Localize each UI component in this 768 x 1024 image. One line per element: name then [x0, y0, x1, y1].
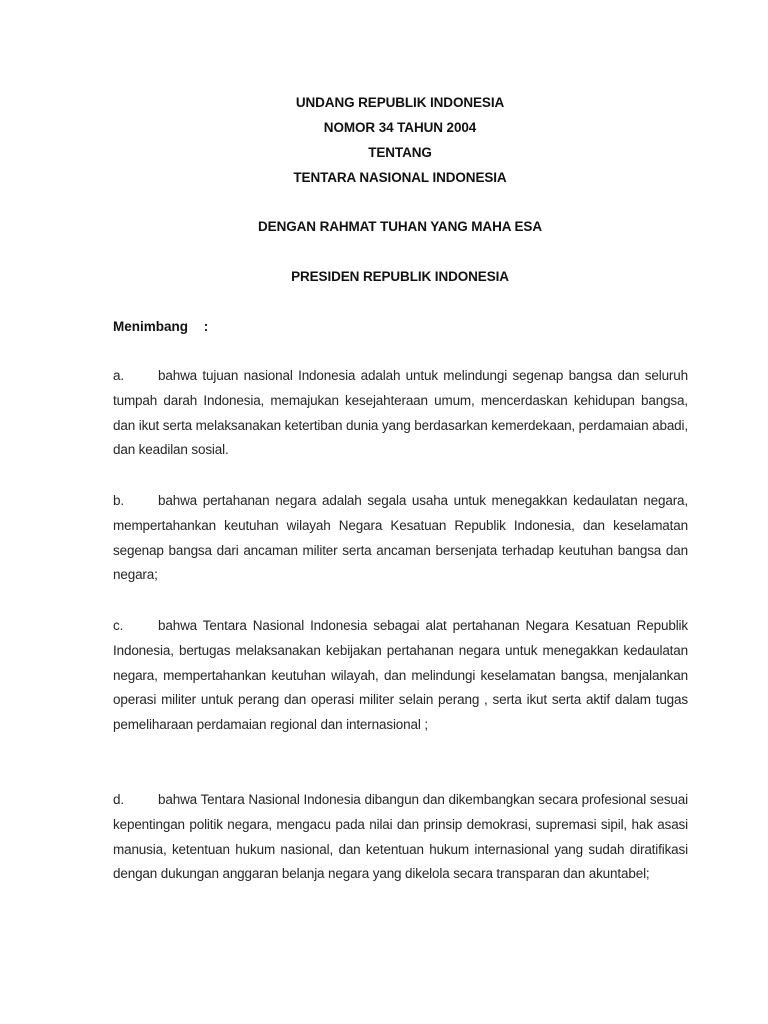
title-line-about: TENTANG	[368, 145, 432, 160]
clause-text: bahwa tujuan nasional Indonesia adalah untuk melindungi segenap bangsa dan seluruh tumpah darah Indonesia, memajukan kesejahteraan umum, mencerdaskan kehidupan bangsa, dan ikut serta melaksanakan ketertiban dunia yang berdasarkan kemerdekaan, perdamaian abadi, dan keadilan sosial.	[113, 368, 688, 458]
section-heading-menimbang	[113, 314, 208, 339]
title-line-number: NOMOR 34 TAHUN 2004	[323, 120, 477, 135]
clause-a	[113, 364, 688, 463]
clause-label: a.	[113, 368, 124, 383]
issuer-text: PRESIDEN REPUBLIK INDONESIA	[291, 269, 509, 284]
clause-label: d.	[113, 792, 124, 807]
document-title	[0, 90, 768, 190]
invocation-text: DENGAN RAHMAT TUHAN YANG MAHA ESA	[258, 219, 542, 234]
clause-text: bahwa pertahanan negara adalah segala usaha untuk menegakkan kedaulatan negara, mempertahankan keutuhan wilayah Negara Kesatuan Republik Indonesia, dan keselamatan segenap bangsa dari ancaman militer serta ancaman bersenjata terhadap keutuhan bangsa dan negara;	[113, 493, 688, 583]
clause-b	[113, 489, 688, 588]
clause-text: bahwa Tentara Nasional Indonesia dibangun dan dikembangkan secara profesional sesuai kepentingan politik negara, mengacu pada nilai dan prinsip demokrasi, supremasi sipil, hak asasi manusia, ketentuan hukum nasional, dan ketentuan hukum internasional yang sudah diratifikasi dengan dukungan anggaran belanja negara yang dikelola secara transparan dan akuntabel;	[113, 792, 688, 882]
clause-d	[113, 788, 688, 887]
clause-text: bahwa Tentara Nasional Indonesia sebagai alat pertahanan Negara Kesatuan Republik Indonesia, bertugas melaksanakan kebijakan pertahanan negara untuk menegakkan kedaulatan negara, mempertahankan keutuhan wilayah, dan melindungi keselamatan bangsa, menjalankan operasi militer untuk perang dan operasi militer selain perang , serta ikut serta aktif dalam tugas pemeliharaan perdamaian regional dan internasional ;	[113, 618, 688, 733]
clause-c	[113, 614, 688, 738]
issuer	[0, 264, 768, 289]
title-line-subject: TENTARA NASIONAL INDONESIA	[293, 170, 507, 185]
title-line-law: UNDANG REPUBLIK INDONESIA	[295, 95, 505, 110]
clause-label: c.	[113, 618, 124, 633]
section-label: Menimbang	[113, 319, 189, 334]
invocation	[0, 214, 768, 239]
clause-label: b.	[113, 493, 124, 508]
section-colon: :	[203, 319, 209, 334]
